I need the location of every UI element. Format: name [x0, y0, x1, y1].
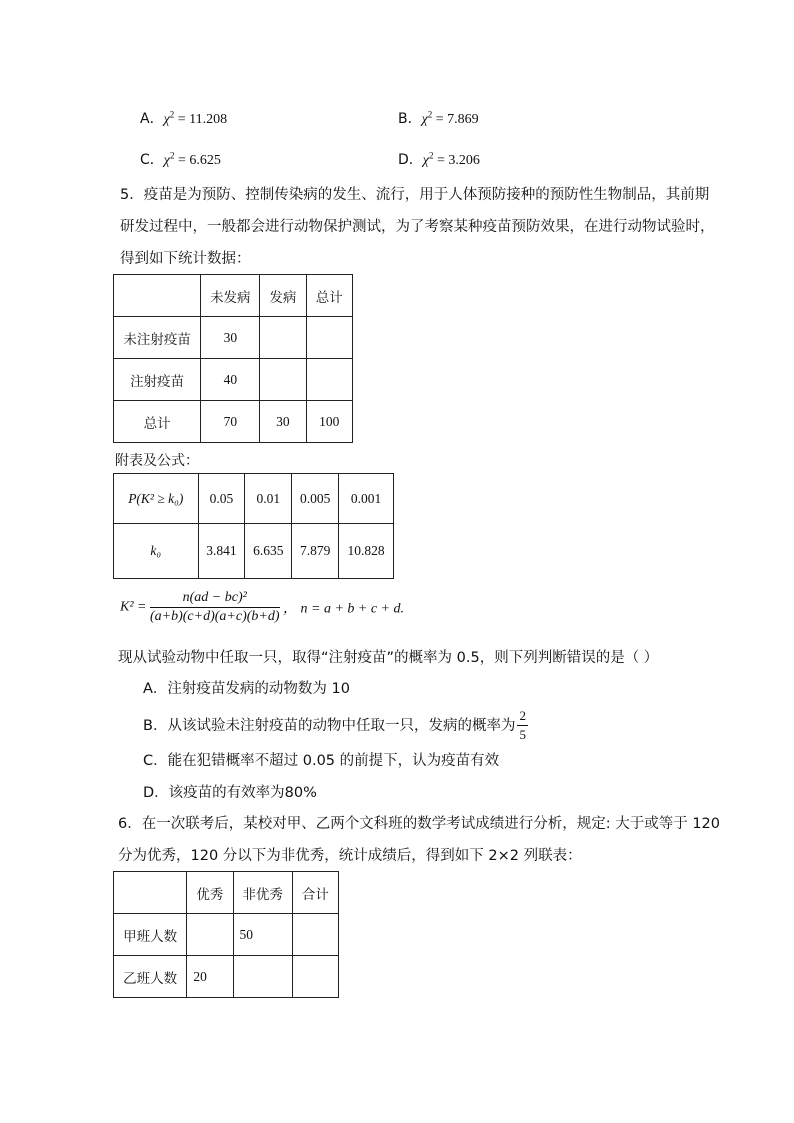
table-cell: [114, 872, 187, 914]
table-cell: 7.879: [292, 524, 339, 579]
table-row: [114, 474, 394, 524]
table-header: 总计: [306, 275, 352, 317]
formula-numerator: n(ad − bc)²: [150, 590, 280, 608]
option-label: A．: [140, 111, 164, 127]
chi-symbol: χ: [163, 153, 170, 168]
table-cell: 40: [201, 359, 260, 401]
row-label: 甲班人数: [114, 914, 187, 956]
chi-symbol: χ: [421, 112, 428, 127]
table-header: 优秀: [187, 872, 233, 914]
appendix-label: 附表及公式：: [115, 453, 199, 469]
q5-line-2: 研发过程中，一般都会进行动物保护测试，为了考察某种疫苗预防效果，在进行动物试验时，: [120, 219, 715, 235]
chi-symbol: χ: [163, 112, 170, 127]
table-cell: [306, 317, 352, 359]
option-label: C．: [140, 152, 164, 168]
table-cell: [260, 317, 306, 359]
table-cell: 100: [306, 401, 352, 443]
option-d[interactable]: [398, 149, 480, 169]
table-cell: 0.001: [339, 474, 394, 524]
table-cell: 0.05: [198, 474, 245, 524]
table-cell: [292, 956, 338, 998]
fraction: [517, 708, 528, 743]
table-cell: 30: [260, 401, 306, 443]
table-cell: [233, 956, 292, 998]
fraction-denominator: 5: [519, 727, 526, 742]
formula-tail: ， n = a + b + c + d.: [283, 601, 405, 617]
table-header: 未发病: [201, 275, 260, 317]
q5-line-3: 得到如下统计数据：: [120, 251, 251, 267]
table-cell: 3.841: [198, 524, 245, 579]
q6-contingency-table: [113, 871, 339, 998]
table-row: [114, 524, 394, 579]
option-a[interactable]: [140, 108, 227, 128]
q5-option-b[interactable]: [143, 708, 528, 743]
table-cell: [114, 275, 201, 317]
q5-contingency-table: [113, 274, 353, 443]
table-cell: 10.828: [339, 524, 394, 579]
table-cell: [187, 914, 233, 956]
superscript: 2: [169, 150, 175, 161]
q6-line-2: 分为优秀，120 分以下为非优秀，统计成绩后，得到如下 2×2 列联表：: [118, 848, 582, 864]
chi-symbol: χ: [422, 153, 429, 168]
table-cell: 70: [201, 401, 260, 443]
option-label: D．: [398, 152, 423, 168]
row-label: 总计: [114, 401, 201, 443]
table-row: [114, 359, 353, 401]
table-row: [114, 317, 353, 359]
q5-line-1: 5．疫苗是为预防、控制传染病的发生、流行，用于人体预防接种的预防性生物制品，其前期: [120, 187, 710, 203]
q5-option-c[interactable]: C．能在犯错概率不超过 0.05 的前提下，认为疫苗有效: [143, 753, 500, 769]
critical-value-table: [113, 473, 394, 579]
formula-fraction: [150, 590, 280, 625]
table-cell: 6.635: [245, 524, 292, 579]
superscript: 2: [427, 109, 433, 120]
fraction-numerator: 2: [517, 708, 528, 726]
option-value: = 11.208: [174, 112, 228, 127]
table-header: 非优秀: [233, 872, 292, 914]
k0-label: k₀: [114, 524, 199, 579]
option-label: B．: [398, 111, 422, 127]
superscript: 2: [428, 150, 434, 161]
formula-denominator: (a+b)(c+d)(a+c)(b+d): [149, 609, 280, 624]
table-cell: 0.005: [292, 474, 339, 524]
formula-lhs: K² =: [120, 599, 147, 615]
table-header: 发病: [260, 275, 306, 317]
q5-option-a[interactable]: A．注射疫苗发病的动物数为 10: [143, 681, 350, 697]
row-label: 注射疫苗: [114, 359, 201, 401]
table-cell: [260, 359, 306, 401]
table-row: [114, 956, 339, 998]
option-text: B．从该试验未注射疫苗的动物中任取一只，发病的概率为: [143, 717, 516, 734]
table-cell: [292, 914, 338, 956]
table-row: [114, 401, 353, 443]
option-value: = 6.625: [174, 153, 221, 168]
table-row: [114, 914, 339, 956]
q5-option-d[interactable]: D．该疫苗的有效率为80%: [143, 785, 317, 801]
k-squared-formula: [120, 590, 404, 625]
table-cell: [306, 359, 352, 401]
option-c[interactable]: [140, 149, 221, 169]
table-cell: 0.01: [245, 474, 292, 524]
option-value: = 7.869: [432, 112, 479, 127]
q5-stem: 现从试验动物中任取一只，取得“注射疫苗”的概率为 0.5，则下列判断错误的是（ ）: [118, 650, 659, 666]
option-b[interactable]: [398, 108, 479, 128]
row-label: 乙班人数: [114, 956, 187, 998]
table-cell: 50: [233, 914, 292, 956]
probability-label: P(K² ≥ k₀): [114, 474, 199, 524]
table-cell: 20: [187, 956, 233, 998]
superscript: 2: [169, 109, 175, 120]
row-label: 未注射疫苗: [114, 317, 201, 359]
table-header: 合计: [292, 872, 338, 914]
option-value: = 3.206: [433, 153, 480, 168]
table-cell: 30: [201, 317, 260, 359]
q6-line-1: 6．在一次联考后，某校对甲、乙两个文科班的数学考试成绩进行分析，规定: 大于或等于 120: [118, 816, 721, 832]
